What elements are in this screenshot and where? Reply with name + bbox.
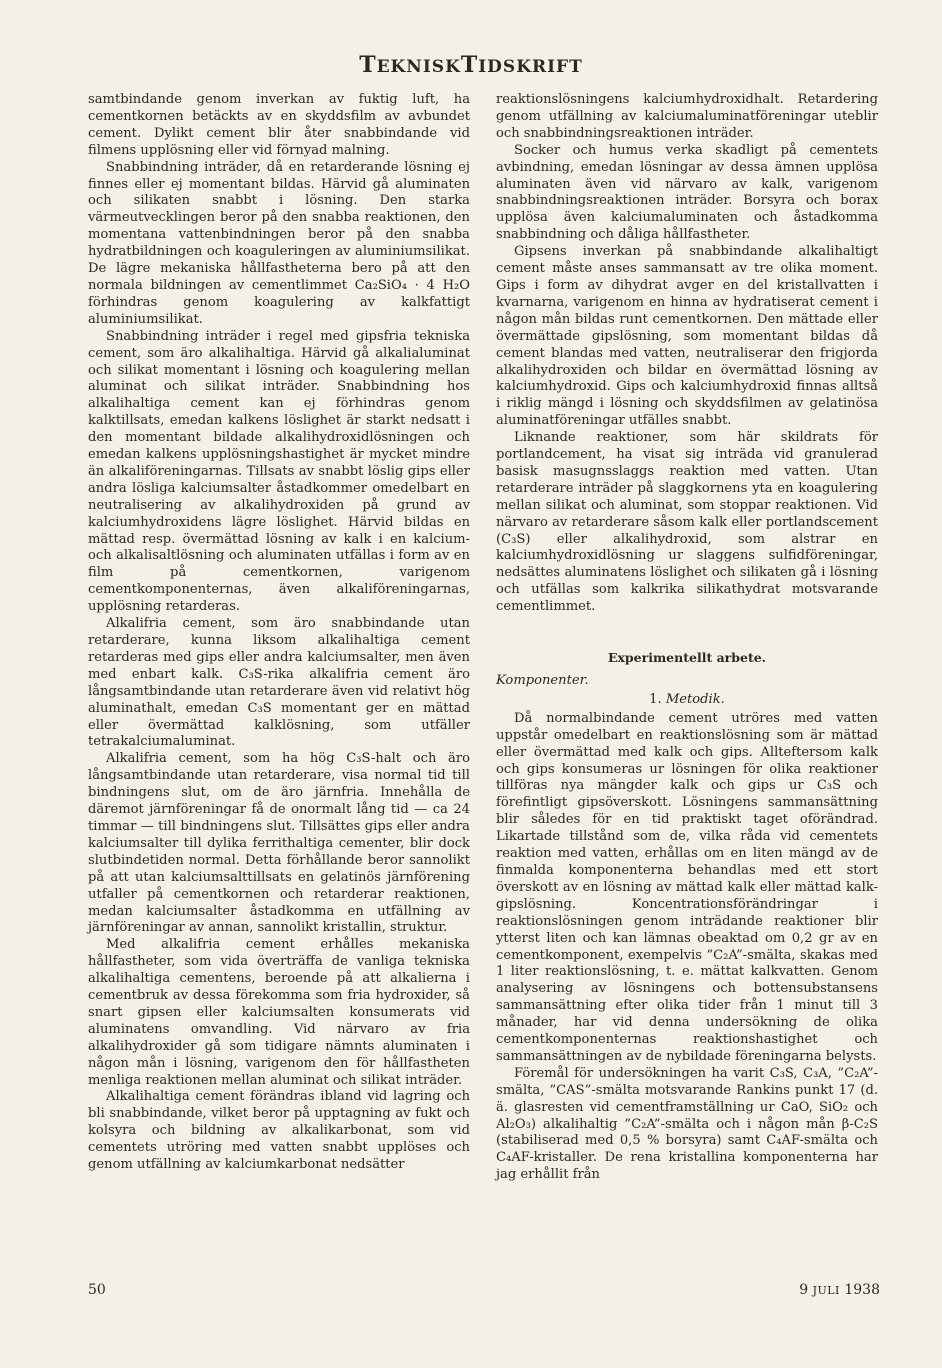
subsubsection-title: Metodik. xyxy=(665,691,725,707)
issue-date xyxy=(799,1282,880,1298)
section-heading: Experimentellt arbete. xyxy=(607,650,767,666)
paragraph: Då normalbindande cement utröres med vatten uppstår omedelbart en reaktionslösning som är mättad eller övermättad med kalk och gips. Allteftersom kalk och gips konsumeras ur lösningen för olika reaktioner tillföras nya mängder kalk och gips ur C₃S och förefintligt gipsöverskott. Lösningens sammansättning blir således för en tid praktiskt taget oförändrad. Likartade tillstånd som de, vilka råda vid cementets reaktion med vatten, erhållas om en liten mängd av de finmalda komponenterna behandlas med ett stort överskott av en lösning av mättad kalk eller mättad kalk-gipslösning. Koncentrationsförändringar i reaktionslösningen genom inträdande reaktioner blir ytterst liten och kan lämnas obeaktad om 0,2 gr av en cementkomponent, exempelvis ”C₂A”-smälta, skakas med 1 liter reaktionslösning, t. e. mättat kalkvatten. Genom analysering av lösningens och bottensubstansens sammansättning efter olika tider från 1 minut till 3 månader, har vid denna undersökning de olika cementkomponenternas reaktionshastighet och sammansättningen av de nybildade föreningarna belysts. xyxy=(496,710,878,1064)
journal-masthead xyxy=(0,52,942,78)
paragraph: Alkalihaltiga cement förändras ibland vid lagring och bli snabbindande, vilket beror på upptagning av fukt och kolsyra och bildning av alkalikarbonat, som vid cementets utröring med vatten snabbt upplöses och genom utfällning av kalciumkarbonat nedsätter xyxy=(88,1089,470,1173)
paragraph: Med alkalifria cement erhålles mekaniska hållfastheter, som vida överträffa de vanliga tekniska alkalihaltiga cementens, beroende på att alkalierna i cementbruk av dessa förekomma som fria hydroxider, så snart gipsen eller kalciumsalten konsumerats vid aluminatens omvandling. Vid närvaro av fria alkalihydroxider gå som tidigare nämnts aluminaten i någon mån i lösning, varigenom den för hållfastheten menliga reaktionen mellan aluminat och silikat inträder. xyxy=(88,937,470,1088)
issue-date-day: 9 xyxy=(799,1282,809,1298)
right-column xyxy=(496,92,878,1184)
paragraph: Alkalifria cement, som äro snabbindande utan retarderare, kunna liksom alkalihaltiga cement retarderas med gips eller andra kalciumsalter, men även med enbart kalk. C₃S-rika alkalifria cement äro långsamtbindande utan retarderare även vid relativt hög aluminathalt, emedan C₃S momentant ger en mättad eller övermättad kalklösning, som utfäller tetrakalciumaluminat. xyxy=(88,616,470,750)
issue-date-month: JULI xyxy=(812,1284,840,1297)
paragraph: Liknande reaktioner, som här skildrats för portlandcement, ha visat sig inträda vid granulerad basisk masugnsslaggs reaktion med vatten. Utan retarderare inträder på slaggkornens yta en koagulering mellan silikat och aluminat, som stoppar reaktionen. Vid närvaro av retarderare såsom kalk eller portlandscement (C₃S) eller alkalihydroxid, som alstrar en kalciumhydroxidlösning ur slaggens sulfidföreningar, nedsättes aluminatens löslighet och silikaten gå i lösning och utfällas som kalkrika silikathydrat motsvarande cementlimmet. xyxy=(496,430,878,615)
paragraph: Socker och humus verka skadligt på cementets avbindning, emedan lösningar av dessa ämnen upplösa aluminaten även vid närvaro av kalk, varigenom snabbindningsreaktionen inträder. Borsyra och borax upplösa även kalciumaluminaten och åstadkomma snabbindning och dåliga hållfastheter. xyxy=(496,142,878,243)
paragraph: samtbindande genom inverkan av fuktig luft, ha cementkornen betäckts av en skyddsfilm av avbundet cement. Dylikt cement blir åter snabbindande vid filmens upplösning eller vid förnyad malning. xyxy=(88,92,470,158)
left-column xyxy=(88,92,470,1174)
paragraph: Snabbindning inträder, då en retarderande lösning ej finnes eller ej momentant bildas. Härvid gå aluminaten och silikaten snabbt i lösning. Den starka värmeutvecklingen beror på den snabba reaktionen, den momentana vattenbindningen beror på den snabba hydratbildningen och koaguleringen av aluminiumsilikat. De lägre mekaniska hållfastheterna bero på att den normala bildningen av cementlimmet Ca₂SiO₄ · 4 H₂O förhindras genom koagulering av kalkfattigt aluminiumsilikat. xyxy=(88,159,470,327)
masthead-initial-2: T xyxy=(460,52,479,78)
subsubsection-heading xyxy=(496,692,878,709)
paragraph: Föremål för undersökningen ha varit C₃S, C₃A, ”C₂A”-smälta, ”CAS”-smälta motsvarande Rankins punkt 17 (d. ä. glasresten vid cementframställning ur CaO, SiO₂ och Al₂O₃) alkalihaltig ”C₂A”-smälta och i någon mån β-C₂S (stabiliserad med 0,5 % borsyra) samt C₄AF-smälta och C₄AF-kristaller. De rena kristallina komponenterna har jag erhållit från xyxy=(496,1065,878,1183)
page-number: 50 xyxy=(88,1282,106,1298)
masthead-word-2: IDSKRIFT xyxy=(478,57,583,77)
subsubsection-number: 1. xyxy=(649,691,662,707)
masthead-word-1: EKNISK xyxy=(376,57,461,77)
issue-date-year: 1938 xyxy=(844,1282,880,1298)
subsection-heading: Komponenter. xyxy=(496,673,589,688)
paragraph: Snabbindning inträder i regel med gipsfria tekniska cement, som äro alkalihaltiga. Härvid gå alkalialuminat och silikat momentant i lösning och koagulering mellan aluminat och silikat inträder. Snabbindning hos alkalihaltiga cement kan ej förhindras genom kalktillsats, emedan kalkens löslighet är starkt nedsatt i den momentant bildade alkalihydroxidlösningen och emedan kalkens upplösningshastighet är mycket mindre än alkaliföreningarnas. Tillsats av snabbt löslig gips eller andra lösliga kalciumsalter åstadkommer omedelbart en neutralisering av alkalihydroxiden på grund av kalciumhydroxidens lägre löslighet. Härvid bildas en mättad resp. övermättad lösning av kalk i en kalcium- och alkalisaltlösning och aluminaten utfällas i form av en film på cementkornen, varigenom cementkomponenternas, även alkaliföreningarnas, upplösning retarderas. xyxy=(88,328,470,615)
paragraph: reaktionslösningens kalciumhydroxidhalt. Retardering genom utfällning av kalciumaluminatföreningar uteblir och snabbindningsreaktionen inträder. xyxy=(496,92,878,141)
masthead-initial-1: T xyxy=(359,52,377,78)
paragraph: Alkalifria cement, som ha hög C₃S-halt och äro långsamtbindande utan retarderare, visa normal tid till bindningens slut, om de äro järnfria. Innehålla de däremot järnföreningar få de onormalt lång tid — ca 24 timmar — till bindningens slut. Tillsättes gips eller andra kalciumsalter till dylika ferrithaltiga cementer, blir dock slutbindetiden normal. Detta förhållande beror sannolikt på att utan kalciumsalttillsats en gelatinös järnförening utfaller på cementkornen och retarderar reaktionen, medan kalciumsalter åstadkomma en utfällning av järnföreningar av annan, sannolikt kristallin, struktur. xyxy=(88,751,470,936)
paragraph: Gipsens inverkan på snabbindande alkalihaltigt cement måste anses sammansatt av tre olika moment. Gips i form av dihydrat avger en del kristallvatten i kvarnarna, varigenom en hinna av hydratiserat cement i någon mån bildas runt cementkornen. Den mättade eller övermättade gipslösning, som momentant bildas då cement blandas med vatten, neutraliserar den frigjorda alkalihydroxiden och bildar en övermättad lösning av kalciumhydroxid. Gips och kalciumhydroxid finnas alltså i riklig mängd i lösning och skyddsfilmen av gelatinösa aluminatföreningar utfälles snabbt. xyxy=(496,244,878,429)
